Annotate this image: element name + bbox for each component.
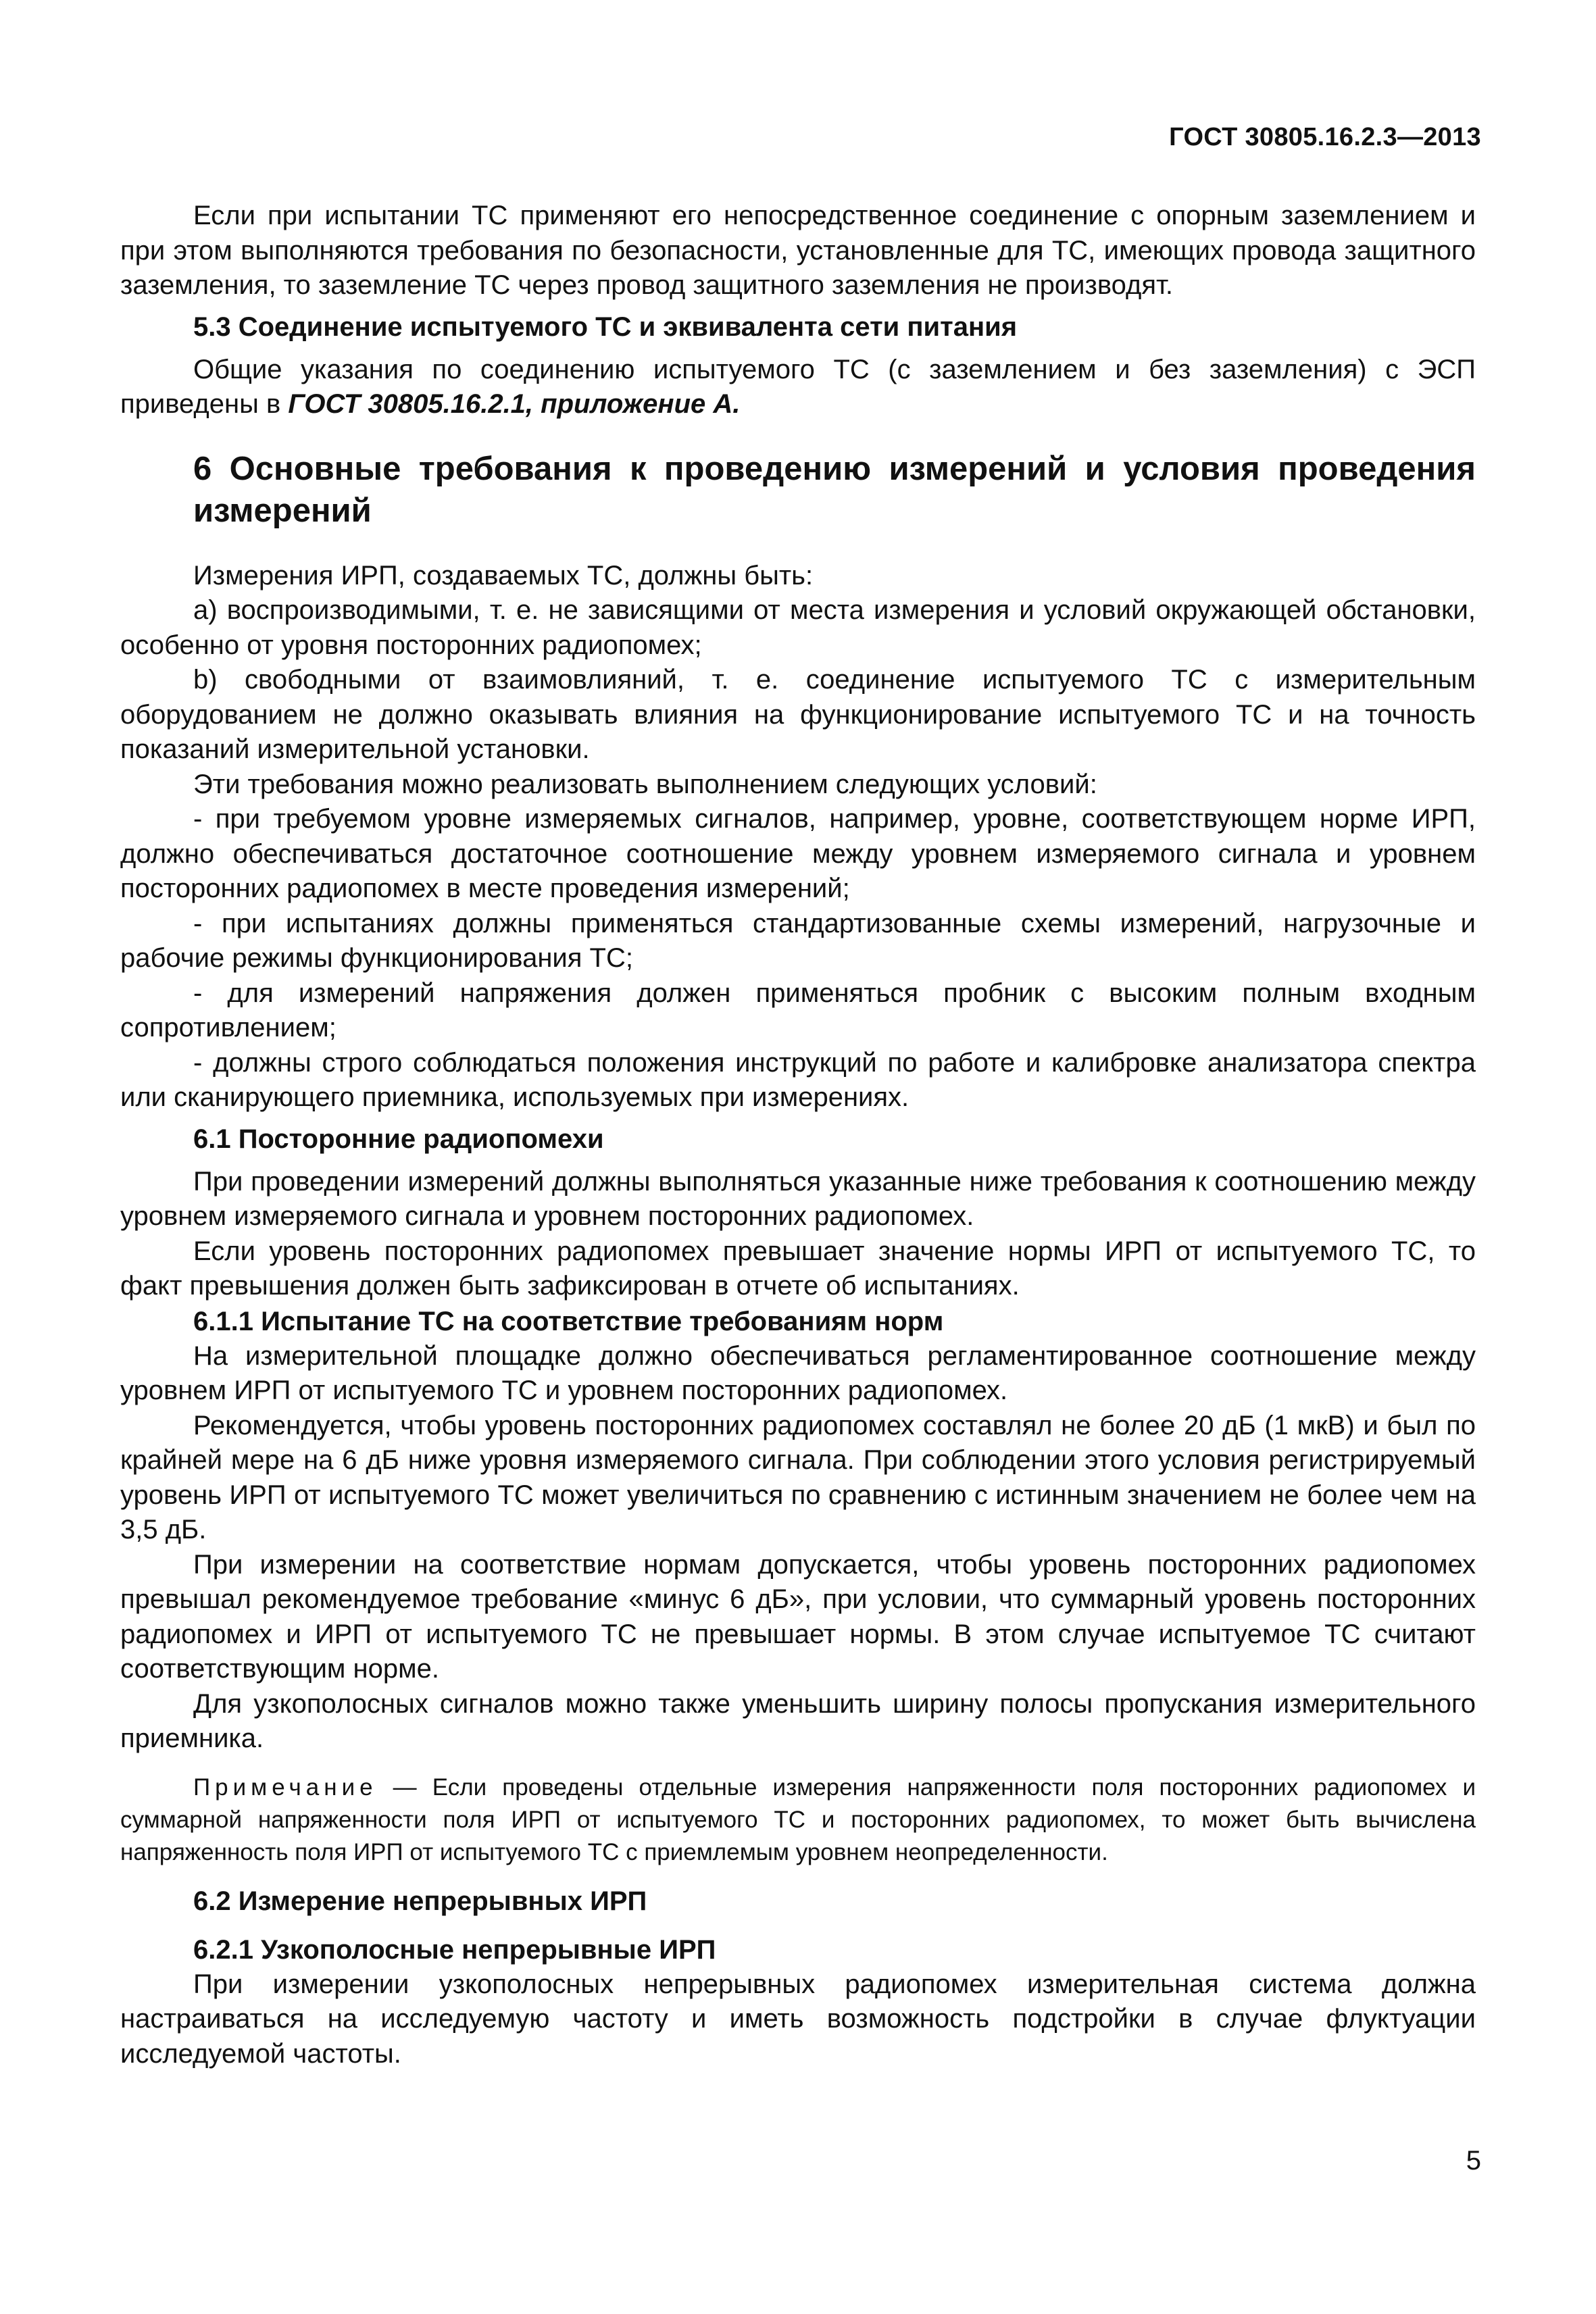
standard-reference: ГОСТ 30805.16.2.1, приложение А. bbox=[288, 389, 741, 419]
document-code-header: ГОСТ 30805.16.2.3—2013 bbox=[1169, 123, 1481, 151]
list-item: - при требуемом уровне измеряемых сигналов, например, уровне, соответствующем норме ИРП, должно обеспечиваться достаточное соотношение между уровнем измеряемого сигнала и уровнем посторонних радиопомех в месте проведения измерений; bbox=[120, 804, 1476, 903]
note-label: Примечание bbox=[193, 1774, 378, 1801]
page-number: 5 bbox=[1466, 2146, 1481, 2175]
list-item: - должны строго соблюдаться положения инструкций по работе и калибровке анализатора спектра или сканирующего приемника, используемых при измерениях. bbox=[120, 1047, 1476, 1112]
list-item: - при испытаниях должны применяться стандартизованные схемы измерений, нагрузочные и рабочие режимы функционирования ТС; bbox=[120, 908, 1476, 973]
list-item: a) воспроизводимыми, т. е. не зависящими от места измерения и условий окружающей обстановки, особенно от уровня посторонних радиопомех; bbox=[120, 595, 1476, 660]
paragraph: При проведении измерений должны выполняться указанные ниже требования к соотношению между уровнем измеряемого сигнала и уровнем посторонних радиопомех. bbox=[120, 1166, 1476, 1231]
section-heading-6-2: 6.2 Измерение непрерывных ИРП bbox=[193, 1886, 647, 1916]
paragraph: При измерении узкополосных непрерывных радиопомех измерительная система должна настраиваться на исследуемую частоту и иметь возможность подстройки в случае флуктуации исследуемой частоты. bbox=[120, 1969, 1476, 2069]
note-paragraph bbox=[120, 1771, 1476, 1869]
paragraph-text: Общие указания по соединению испытуемого ТС (с заземлением и без заземления) с ЭСП приведены в bbox=[120, 354, 1476, 419]
paragraph: На измерительной площадке должно обеспечиваться регламентированное соотношение между уровнем ИРП от испытуемого ТС и уровнем посторонних радиопомех. bbox=[120, 1340, 1476, 1405]
list-item: - для измерений напряжения должен применяться пробник с высоким полным входным сопротивлением; bbox=[120, 978, 1476, 1042]
note-text: — Если проведены отдельные измерения напряженности поля посторонних радиопомех и суммарной напряженности поля ИРП от испытуемого ТС и посторонних радиопомех, то может быть вычислена напряженность поля ИРП от испытуемого ТС с приемлемым уровнем неопределенности. bbox=[120, 1774, 1476, 1865]
paragraph: Для узкополосных сигналов можно также уменьшить ширину полосы пропускания измерительного приемника. bbox=[120, 1688, 1476, 1753]
section-heading-6-1: 6.1 Посторонние радиопомехи bbox=[193, 1124, 604, 1154]
paragraph: При измерении на соответствие нормам допускается, чтобы уровень посторонних радиопомех превышал рекомендуемое требование «минус 6 дБ», при условии, что суммарный уровень посторонних радиопомех и ИРП от испытуемого ТС не превышает нормы. В этом случае испытуемое ТС считают соответствующим норме. bbox=[120, 1549, 1476, 1684]
paragraph: Если при испытании ТС применяют его непосредственное соединение с опорным заземлением и при этом выполняются требования по безопасности, установленные для ТС, имеющих провода защитного заземления, то заземление ТС через провод защитного заземления не производят. bbox=[120, 201, 1476, 300]
paragraph: Эти требования можно реализовать выполнением следующих условий: bbox=[193, 769, 1097, 799]
section-heading-6-1-1: 6.1.1 Испытание ТС на соответствие требованиям норм bbox=[193, 1306, 944, 1336]
paragraph: Измерения ИРП, создаваемых ТС, должны быть: bbox=[193, 560, 814, 590]
list-item: b) свободными от взаимовлияний, т. е. соединение испытуемого ТС с измерительным оборудованием не должно оказывать влияния на функционирование испытуемого ТС и на точность показаний измерительной установки. bbox=[120, 665, 1476, 764]
paragraph: Если уровень посторонних радиопомех превышает значение нормы ИРП от испытуемого ТС, то факт превышения должен быть зафиксирован в отчете об испытаниях. bbox=[120, 1236, 1476, 1301]
chapter-heading-6: 6 Основные требования к проведению измерений и условия проведения измерений bbox=[193, 450, 1476, 529]
paragraph: Рекомендуется, чтобы уровень посторонних радиопомех составлял не более 20 дБ (1 мкВ) и был по крайней мере на 6 дБ ниже уровня измеряемого сигнала. При соблюдении этого условия регистрируемый уровень ИРП от испытуемого ТС может увеличиться по сравнению с истинным значением не более чем на 3,5 дБ. bbox=[120, 1410, 1476, 1544]
paragraph-with-reference bbox=[120, 353, 1476, 422]
section-heading-5-3: 5.3 Соединение испытуемого ТС и эквивалента сети питания bbox=[193, 311, 1018, 342]
section-heading-6-2-1: 6.2.1 Узкополосные непрерывные ИРП bbox=[193, 1934, 716, 1965]
document-body bbox=[120, 199, 1476, 2071]
